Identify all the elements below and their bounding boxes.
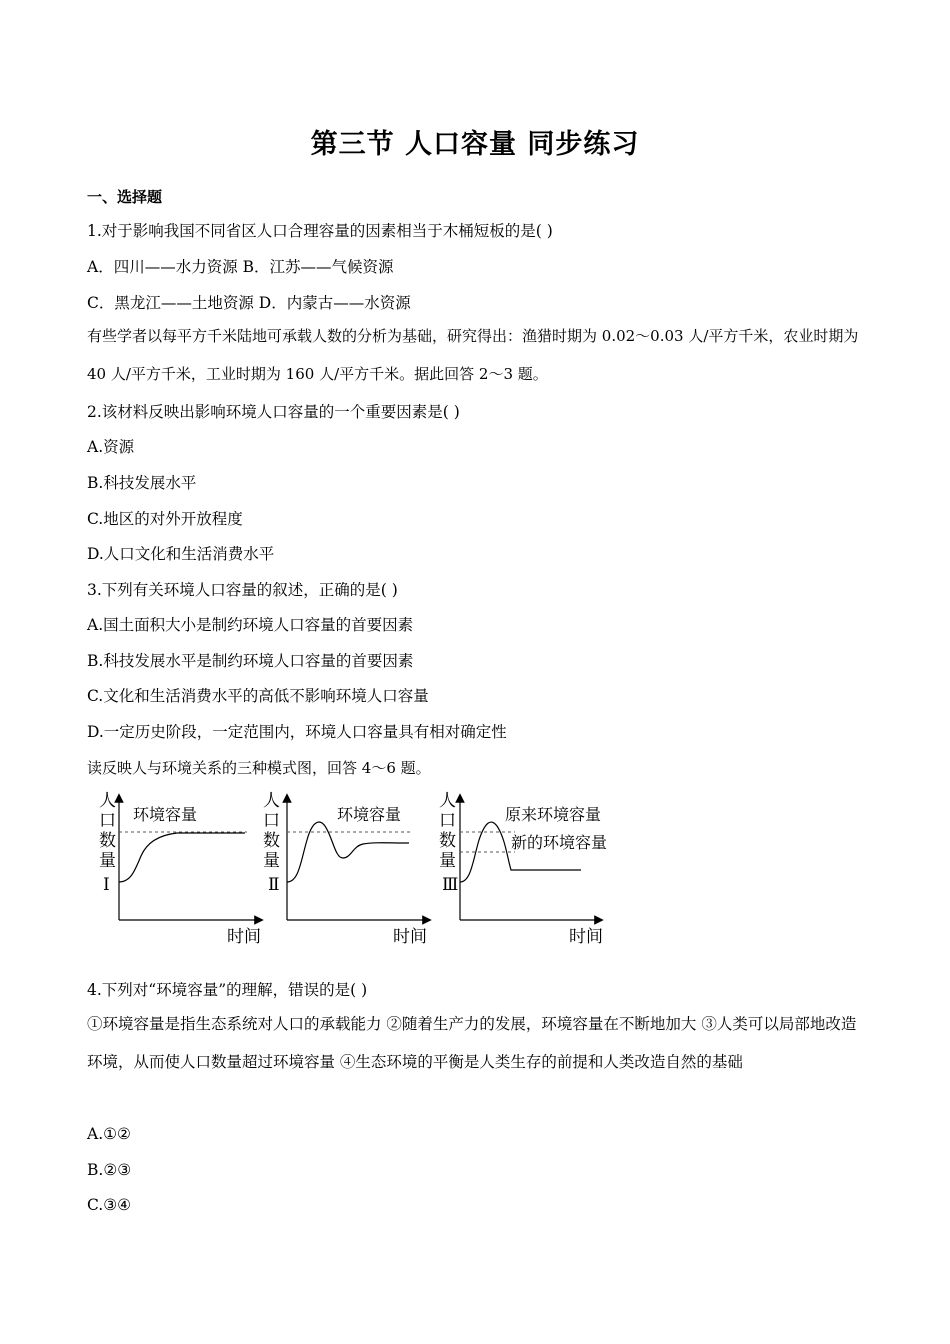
diagram-panel-3	[439, 791, 607, 947]
q3-stem: 3.下列有关环境人口容量的叙述，正确的是( )	[87, 581, 398, 599]
q4-option-a: A.①②	[87, 1125, 131, 1143]
y-label-char: 口	[439, 811, 456, 831]
y-label-char: 数	[263, 831, 280, 851]
capacity-label: 环境容量	[133, 805, 198, 824]
q4-option-c: C.③④	[87, 1196, 132, 1214]
q3-option-d: D.一定历史阶段，一定范围内，环境人口容量具有相对确定性	[87, 723, 507, 741]
q1-options-cd: C．黑龙江——土地资源 D．内蒙古——水资源	[87, 294, 411, 312]
q4-stem: 4.下列对“环境容量”的理解，错误的是( )	[87, 981, 368, 999]
material-paragraph: 有些学者以每平方千米陆地可承载人数的分析为基础，研究得出：渔猎时期为 0.02～0.03 人/平方千米，农业时期为 40 人/平方千米，工业时期为 160 人/平方千米。据此回答 2～3 题。	[87, 327, 859, 383]
y-label-char: 口	[99, 811, 116, 831]
q3-option-b: B.科技发展水平是制约环境人口容量的首要因素	[87, 652, 414, 670]
q2-option-d: D.人口文化和生活消费水平	[87, 545, 275, 563]
q2-option-c: C.地区的对外开放程度	[87, 510, 243, 528]
x-axis-label: 时间	[569, 927, 603, 947]
section-heading: 一、选择题	[87, 188, 163, 206]
y-label-char: 口	[263, 811, 280, 831]
diagram-panel-2	[263, 791, 427, 947]
q2-stem: 2.该材料反映出影响环境人口容量的一个重要因素是( )	[87, 403, 460, 421]
original-capacity-label: 原来环境容量	[505, 805, 602, 824]
environment-capacity-figure	[87, 790, 627, 950]
y-label-char: 量	[263, 851, 280, 871]
q4-option-b: B.②③	[87, 1161, 132, 1179]
new-capacity-label: 新的环境容量	[511, 833, 608, 852]
q4-statements: ①环境容量是指生态系统对人口的承载能力 ②随着生产力的发展，环境容量在不断地加大 ③人类可以局部地改造环境，从而使人口数量超过环境容量 ④生态环境的平衡是人类生存的前提和人类改造自然的基础	[87, 1015, 857, 1071]
roman-numeral: Ⅰ	[103, 875, 110, 895]
x-axis-label: 时间	[227, 927, 261, 947]
q2-option-b: B.科技发展水平	[87, 474, 197, 492]
page-title: 第三节 人口容量 同步练习	[310, 129, 640, 160]
q3-option-a: A.国土面积大小是制约环境人口容量的首要因素	[87, 616, 414, 634]
diagram-panel-1	[99, 791, 261, 947]
y-label-char: 数	[439, 831, 456, 851]
figure-intro: 读反映人与环境关系的三种模式图，回答 4～6 题。	[87, 759, 431, 777]
q2-option-a: A.资源	[87, 438, 135, 456]
y-label-char: 人	[99, 791, 116, 811]
roman-numeral: Ⅲ	[442, 875, 459, 895]
y-label-char: 量	[439, 851, 456, 871]
q3-option-c: C.文化和生活消费水平的高低不影响环境人口容量	[87, 687, 429, 705]
x-axis-label: 时间	[393, 927, 427, 947]
y-label-char: 人	[263, 791, 280, 811]
y-label-char: 数	[99, 831, 116, 851]
population-curve	[287, 822, 409, 882]
q1-options-ab: A．四川——水力资源 B．江苏——气候资源	[87, 258, 394, 276]
y-label-char: 量	[99, 851, 116, 871]
population-curve	[119, 833, 245, 882]
capacity-label: 环境容量	[337, 805, 402, 824]
q1-stem: 1.对于影响我国不同省区人口合理容量的因素相当于木桶短板的是( )	[87, 222, 553, 240]
y-label-char: 人	[439, 791, 456, 811]
roman-numeral: Ⅱ	[268, 875, 280, 895]
